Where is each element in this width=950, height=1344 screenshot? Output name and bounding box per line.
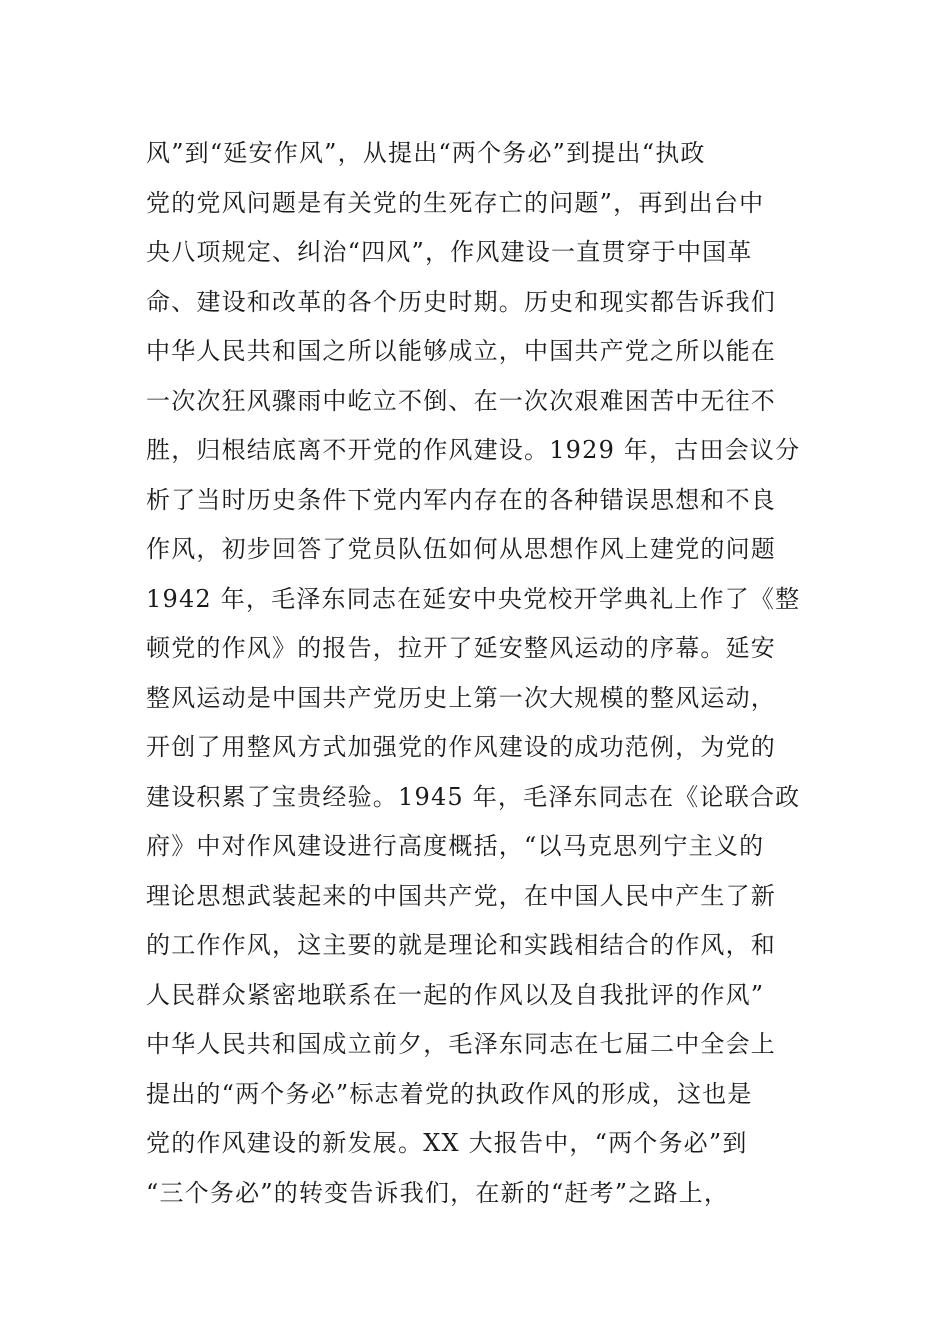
text-line: 中华人民共和国之所以能够成立，中国共产党之所以能在 [146,337,776,365]
text-line: 中华人民共和国成立前夕，毛泽东同志在七届二中全会上 [146,1030,776,1058]
text-line: 提出的“两个务必”标志着党的执政作风的形成，这也是 [146,1079,753,1108]
text-line: 命、建设和改革的各个历史时期。历史和现实都告诉我们 [146,287,776,316]
text-line: 的工作作风，这主要的就是理论和实践相结合的作风，和 [146,931,776,959]
text-line: 央八项规定、纠治“四风”，作风建设一直贯穿于中国革 [146,238,753,266]
text-line: 析了当时历史条件下党内军内存在的各种错误思想和不良 [146,485,776,514]
text-line: 开创了用整风方式加强党的作风建设的成功范例，为党的 [146,733,776,761]
text-line: 人民群众紧密地联系在一起的作风以及自我批评的作风” [146,980,765,1009]
text-line: 胜，归根结底离不开党的作风建设。1929 年，古田会议分 [146,436,801,464]
text-line: “三个务必”的转变告诉我们，在新的“赶考”之路上， [146,1178,730,1207]
text-line: 作风，初步回答了党员队伍如何从思想作风上建党的问题 [146,535,776,563]
text-line: 1942 年，毛泽东同志在延安中央党校开学典礼上作了《整 [146,584,801,613]
text-line: 党的党风问题是有关党的生死存亡的问题”，再到出台中 [146,188,765,217]
text-line: 风”到“延安作风”，从提出“两个务必”到提出“执政 [146,139,706,167]
text-line: 理论思想武装起来的中国共产党，在中国人民中产生了新 [146,881,776,910]
text-line: 党的作风建设的新发展。XX 大报告中，“两个务必”到 [146,1129,748,1157]
text-line: 一次次狂风骤雨中屹立不倒、在一次次艰难困苦中无往不 [146,386,776,415]
body-text [146,129,816,1218]
text-line: 整风运动是中国共产党历史上第一次大规模的整风运动， [146,683,776,712]
text-line: 府》中对作风建设进行高度概括，“以马克思列宁主义的 [146,832,765,860]
text-line: 顿党的作风》的报告，拉开了延安整风运动的序幕。延安 [146,634,776,662]
text-line: 建设积累了宝贵经验。1945 年，毛泽东同志在《论联合政 [146,782,801,811]
